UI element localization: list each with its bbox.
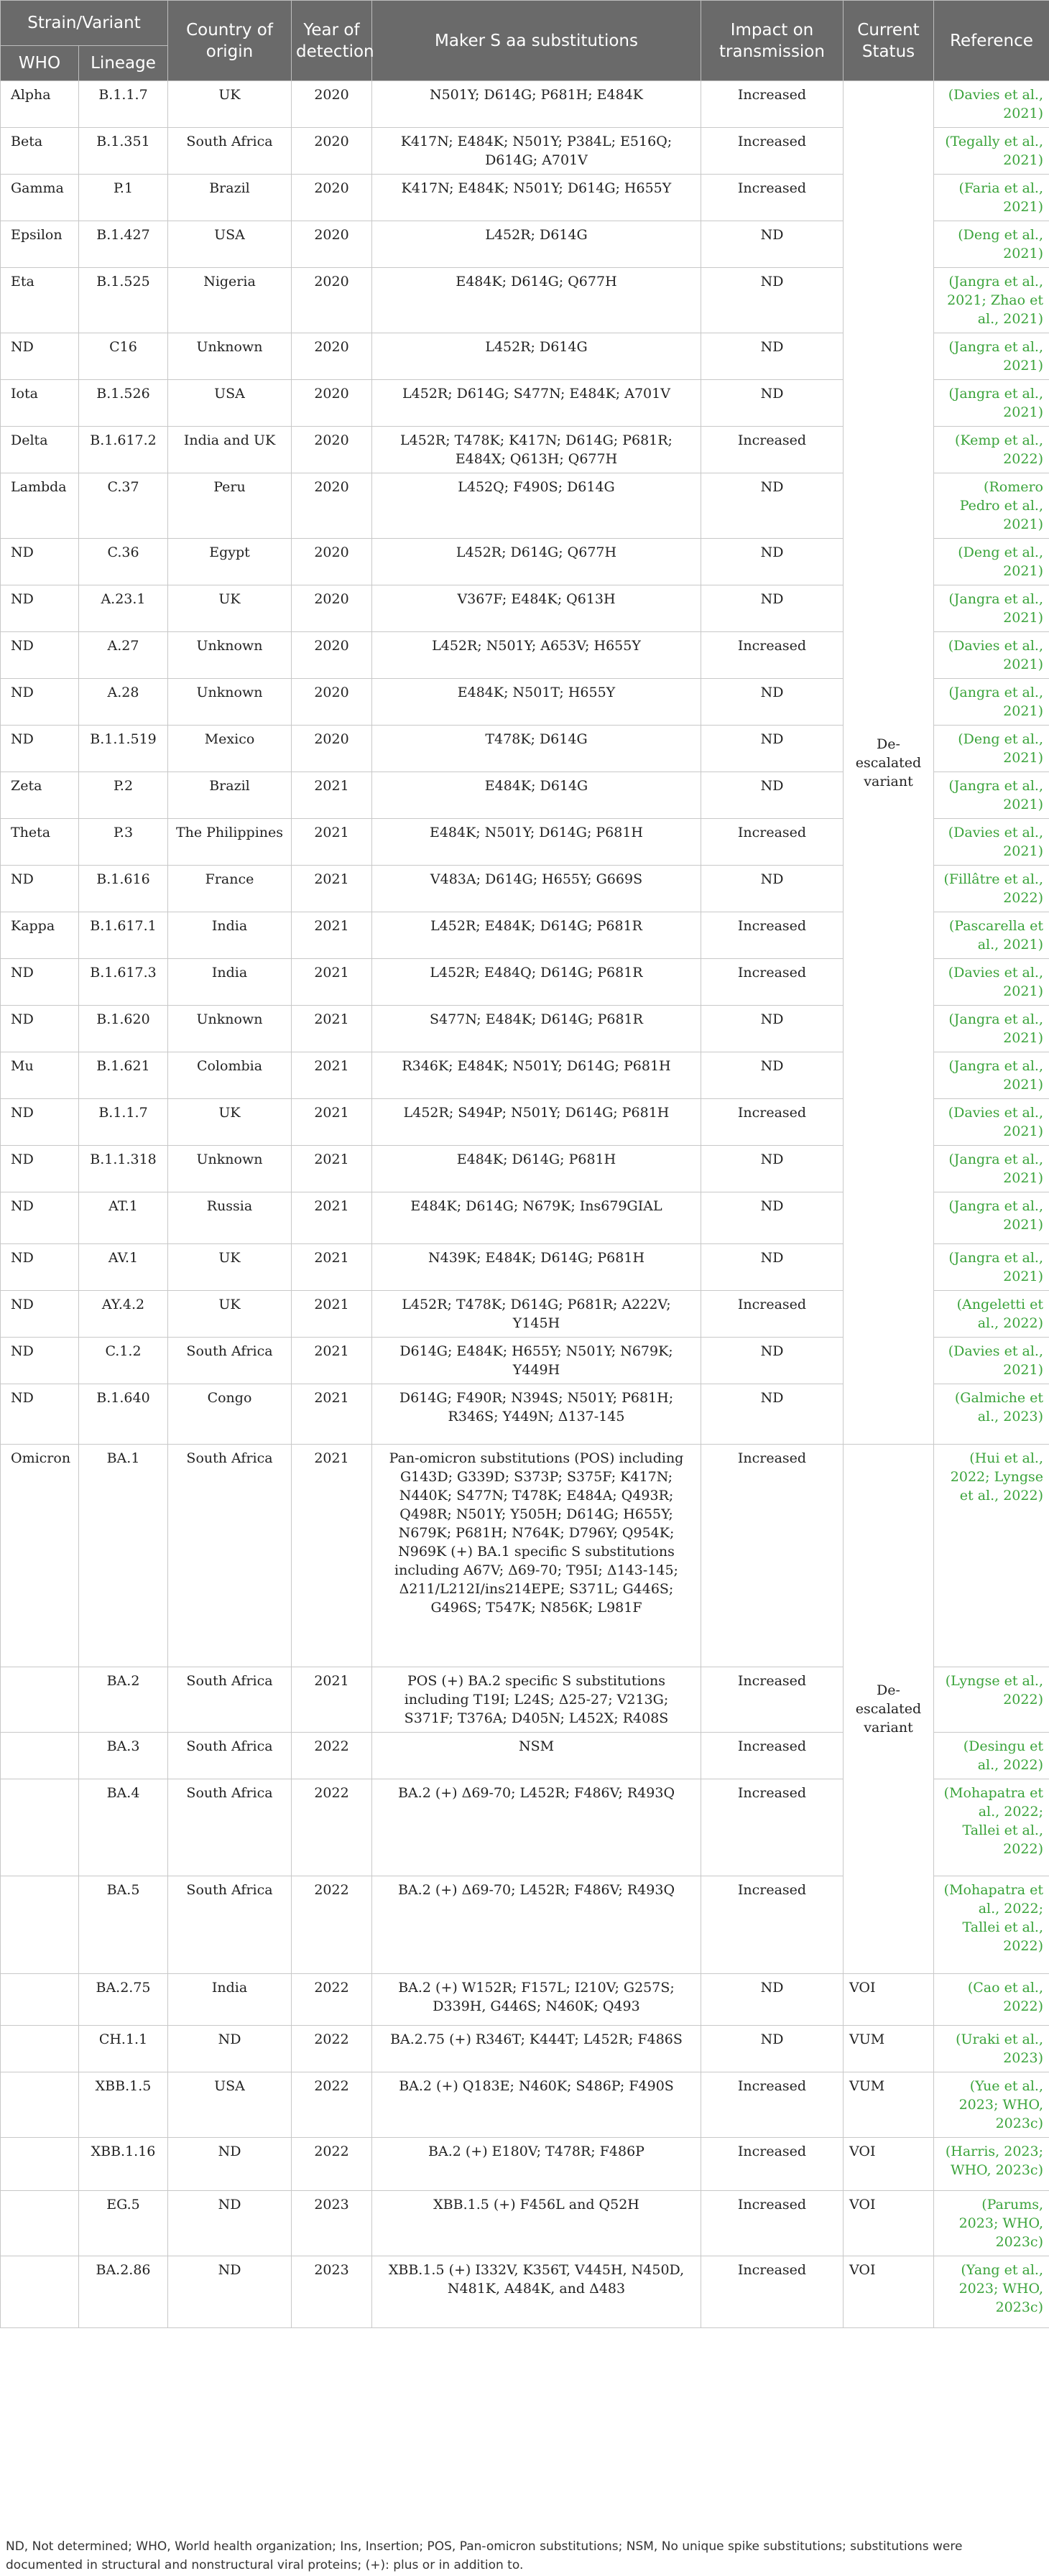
table-cell-who: ND xyxy=(1,632,79,679)
table-cell-country: Peru xyxy=(168,473,292,539)
table-cell-substitutions: L452R; N501Y; A653V; H655Y xyxy=(372,632,701,679)
table-cell-lineage: P.1 xyxy=(79,175,168,221)
table-cell-country: UK xyxy=(168,81,292,128)
table-cell-substitutions: N439K; E484K; D614G; P681H xyxy=(372,1244,701,1291)
table-cell-impact: Increased xyxy=(701,427,844,473)
table-cell-substitutions: L452R; D614G xyxy=(372,221,701,268)
reference-link[interactable]: (Jangra et al., 2021) xyxy=(934,1146,1049,1192)
table-cell-who: ND xyxy=(1,959,79,1006)
table-cell-impact: Increased xyxy=(701,1876,844,1974)
table-cell-country: South Africa xyxy=(168,1779,292,1876)
table-cell-lineage: XBB.1.16 xyxy=(79,2138,168,2191)
table-cell-impact: ND xyxy=(701,380,844,427)
reference-link[interactable]: (Fillâtre et al., 2022) xyxy=(934,866,1049,912)
table-cell-impact: ND xyxy=(701,539,844,585)
table-cell-who xyxy=(1,2138,79,2191)
table-cell-impact: ND xyxy=(701,866,844,912)
table-cell-year: 2021 xyxy=(292,1445,372,1667)
table-cell-substitutions: D614G; F490R; N394S; N501Y; P681H; R346S; Y449N; Δ137-145 xyxy=(372,1384,701,1445)
table-cell-who: ND xyxy=(1,1146,79,1192)
table-cell-substitutions: NSM xyxy=(372,1733,701,1779)
table-row xyxy=(1,81,1049,128)
table-cell-lineage: B.1.351 xyxy=(79,128,168,175)
table-cell-status: VOI xyxy=(844,2191,934,2256)
table-cell-substitutions: BA.2 (+) Δ69-70; L452R; F486V; R493Q xyxy=(372,1779,701,1876)
table-cell-who xyxy=(1,1779,79,1876)
table-cell-lineage: BA.3 xyxy=(79,1733,168,1779)
table-cell-country: India and UK xyxy=(168,427,292,473)
reference-link[interactable]: (Jangra et al., 2021) xyxy=(934,1192,1049,1244)
table-cell-who xyxy=(1,1974,79,2026)
table-cell-lineage: B.1.526 xyxy=(79,380,168,427)
reference-link[interactable]: (Davies et al., 2021) xyxy=(934,632,1049,679)
table-cell-year: 2022 xyxy=(292,1876,372,1974)
table-cell-impact: Increased xyxy=(701,1099,844,1146)
table-cell-impact: ND xyxy=(701,1192,844,1244)
table-cell-year: 2020 xyxy=(292,128,372,175)
header-lineage: Lineage xyxy=(79,46,168,81)
table-cell-year: 2021 xyxy=(292,1384,372,1445)
table-cell-status: VOI xyxy=(844,1974,934,2026)
table-row xyxy=(1,1445,1049,1667)
table-cell-impact: Increased xyxy=(701,1445,844,1667)
table-cell-impact: Increased xyxy=(701,2072,844,2138)
table-cell-country: Egypt xyxy=(168,539,292,585)
table-cell-year: 2022 xyxy=(292,2026,372,2072)
table-cell-substitutions: N501Y; D614G; P681H; E484K xyxy=(372,81,701,128)
table-cell-year: 2020 xyxy=(292,539,372,585)
table-cell-year: 2020 xyxy=(292,175,372,221)
table-cell-country: ND xyxy=(168,2256,292,2328)
table-footnote: ND, Not determined; WHO, World health organization; Ins, Insertion; POS, Pan-omicron substitutions; NSM, No unique spike substitutions; substitutions were documented in structural and nonstructural viral proteins; (+): plus or in addition to. xyxy=(6,2539,963,2572)
table-cell-country: Congo xyxy=(168,1384,292,1445)
reference-link[interactable]: (Davies et al., 2021) xyxy=(934,81,1049,128)
reference-link[interactable]: (Jangra et al., 2021) xyxy=(934,1244,1049,1291)
table-cell-who xyxy=(1,1733,79,1779)
table-cell-impact: Increased xyxy=(701,632,844,679)
table-cell-who: ND xyxy=(1,1192,79,1244)
table-cell-lineage: B.1.621 xyxy=(79,1052,168,1099)
header-status: Current Status xyxy=(844,1,934,81)
table-cell-lineage: BA.2 xyxy=(79,1667,168,1733)
table-cell-substitutions: D614G; E484K; H655Y; N501Y; N679K; Y449H xyxy=(372,1338,701,1384)
table-cell-substitutions: XBB.1.5 (+) F456L and Q52H xyxy=(372,2191,701,2256)
table-cell-lineage: C.37 xyxy=(79,473,168,539)
table-cell-substitutions: BA.2.75 (+) R346T; K444T; L452R; F486S xyxy=(372,2026,701,2072)
table-cell-lineage: AY.4.2 xyxy=(79,1291,168,1338)
table-cell-substitutions: Pan-omicron substitutions (POS) including G143D; G339D; S373P; S375F; K417N; N440K; S477N; T478K; E484A; Q493R; Q498R; N501Y; Y505H; D614G; H655Y; N679K; P681H; N764K; D796Y; Q954K; N969K (+) BA.1 specific S substitutions including A67V; Δ69-70; T95I; Δ143-145; Δ211/L212I/ins214EPE; S371L; G446S; G496S; T547K; N856K; L981F xyxy=(372,1445,701,1667)
table-cell-impact: ND xyxy=(701,1006,844,1052)
reference-link[interactable]: (Jangra et al., 2021; Zhao et al., 2021) xyxy=(934,268,1049,333)
table-cell-who: Kappa xyxy=(1,912,79,959)
table-cell-country: UK xyxy=(168,1244,292,1291)
table-cell-lineage: C.1.2 xyxy=(79,1338,168,1384)
table-cell-year: 2022 xyxy=(292,1779,372,1876)
table-cell-impact: ND xyxy=(701,726,844,772)
table-cell-who: Eta xyxy=(1,268,79,333)
table-cell-lineage: B.1.616 xyxy=(79,866,168,912)
reference-link[interactable]: (Angeletti et al., 2022) xyxy=(934,1291,1049,1338)
reference-link[interactable]: (Deng et al., 2021) xyxy=(934,221,1049,268)
reference-link[interactable]: (Jangra et al., 2021) xyxy=(934,772,1049,819)
table-cell-who: ND xyxy=(1,1291,79,1338)
table-cell-impact: Increased xyxy=(701,1291,844,1338)
table-cell-lineage: B.1.617.2 xyxy=(79,427,168,473)
table-cell-country: South Africa xyxy=(168,128,292,175)
table-cell-lineage: B.1.1.7 xyxy=(79,81,168,128)
table-cell-year: 2021 xyxy=(292,1338,372,1384)
table-cell-year: 2020 xyxy=(292,585,372,632)
reference-link[interactable]: (Harris, 2023; WHO, 2023c) xyxy=(934,2138,1049,2191)
table-cell-lineage: BA.2.75 xyxy=(79,1974,168,2026)
table-cell-substitutions: L452R; T478K; D614G; P681R; A222V; Y145H xyxy=(372,1291,701,1338)
table-cell-impact: Increased xyxy=(701,175,844,221)
reference-link[interactable]: (Jangra et al., 2021) xyxy=(934,1006,1049,1052)
table-cell-year: 2020 xyxy=(292,81,372,128)
table-cell-country: The Philippines xyxy=(168,819,292,866)
table-cell-substitutions: S477N; E484K; D614G; P681R xyxy=(372,1006,701,1052)
table-cell-lineage: B.1.1.519 xyxy=(79,726,168,772)
reference-link[interactable]: (Deng et al., 2021) xyxy=(934,726,1049,772)
table-row xyxy=(1,2138,1049,2191)
table-cell-status: VOI xyxy=(844,2256,934,2328)
table-cell-impact: Increased xyxy=(701,1779,844,1876)
reference-link[interactable]: (Lyngse et al., 2022) xyxy=(934,1667,1049,1733)
table-cell-year: 2020 xyxy=(292,221,372,268)
reference-link[interactable]: (Kemp et al., 2022) xyxy=(934,427,1049,473)
table-row xyxy=(1,1974,1049,2026)
table-row xyxy=(1,2072,1049,2138)
reference-link[interactable]: (Pascarella et al., 2021) xyxy=(934,912,1049,959)
table-cell-country: South Africa xyxy=(168,1876,292,1974)
table-cell-lineage: BA.1 xyxy=(79,1445,168,1667)
table-cell-lineage: AV.1 xyxy=(79,1244,168,1291)
reference-link[interactable]: (Jangra et al., 2021) xyxy=(934,679,1049,726)
table-cell-country: USA xyxy=(168,380,292,427)
header-impact: Impact on transmission xyxy=(701,1,844,81)
table-cell-year: 2020 xyxy=(292,632,372,679)
header-country: Country of origin xyxy=(168,1,292,81)
table-cell-substitutions: L452R; E484K; D614G; P681R xyxy=(372,912,701,959)
table-cell-substitutions: L452Q; F490S; D614G xyxy=(372,473,701,539)
table-cell-who: ND xyxy=(1,1244,79,1291)
table-cell-country: UK xyxy=(168,585,292,632)
table-cell-who xyxy=(1,2191,79,2256)
table-cell-year: 2020 xyxy=(292,333,372,380)
table-cell-impact: ND xyxy=(701,1384,844,1445)
table-cell-country: Unknown xyxy=(168,1006,292,1052)
table-cell-impact: ND xyxy=(701,772,844,819)
table-cell-who: Beta xyxy=(1,128,79,175)
table-cell-substitutions: E484K; N501Y; D614G; P681H xyxy=(372,819,701,866)
header-who: WHO xyxy=(1,46,79,81)
table-cell-lineage: CH.1.1 xyxy=(79,2026,168,2072)
table-cell-substitutions: L452R; D614G; Q677H xyxy=(372,539,701,585)
reference-link[interactable]: (Jangra et al., 2021) xyxy=(934,380,1049,427)
table-cell-year: 2021 xyxy=(292,1006,372,1052)
table-cell-country: France xyxy=(168,866,292,912)
table-cell-lineage: BA.4 xyxy=(79,1779,168,1876)
table-cell-lineage: B.1.640 xyxy=(79,1384,168,1445)
table-cell-impact: Increased xyxy=(701,1733,844,1779)
table-cell-year: 2022 xyxy=(292,2072,372,2138)
table-cell-who xyxy=(1,1876,79,1974)
table-cell-substitutions: K417N; E484K; N501Y; P384L; E516Q; D614G; A701V xyxy=(372,128,701,175)
table-cell-year: 2023 xyxy=(292,2191,372,2256)
table-cell-who xyxy=(1,2026,79,2072)
table-row xyxy=(1,2256,1049,2328)
table-cell-impact: Increased xyxy=(701,2138,844,2191)
table-cell-who: ND xyxy=(1,726,79,772)
reference-link[interactable]: (Mohapatra et al., 2022; Tallei et al., 2022) xyxy=(934,1779,1049,1876)
table-cell-country: India xyxy=(168,959,292,1006)
table-cell-year: 2021 xyxy=(292,1291,372,1338)
table-cell-substitutions: L452R; D614G xyxy=(372,333,701,380)
reference-link[interactable]: (Jangra et al., 2021) xyxy=(934,1052,1049,1099)
table-cell-lineage: EG.5 xyxy=(79,2191,168,2256)
reference-link[interactable]: (Parums, 2023; WHO, 2023c) xyxy=(934,2191,1049,2256)
table-cell-substitutions: BA.2 (+) Δ69-70; L452R; F486V; R493Q xyxy=(372,1876,701,1974)
table-cell-year: 2020 xyxy=(292,427,372,473)
table-cell-lineage: P.2 xyxy=(79,772,168,819)
table-cell-who: Delta xyxy=(1,427,79,473)
table-cell-country: Unknown xyxy=(168,632,292,679)
table-cell-substitutions: POS (+) BA.2 specific S substitutions including T19I; L24S; Δ25-27; V213G; S371F; T376A; D405N; L452X; R408S xyxy=(372,1667,701,1733)
table-cell-substitutions: R346K; E484K; N501Y; D614G; P681H xyxy=(372,1052,701,1099)
reference-link[interactable]: (Faria et al., 2021) xyxy=(934,175,1049,221)
table-cell-who: Alpha xyxy=(1,81,79,128)
table-cell-year: 2021 xyxy=(292,1244,372,1291)
table-cell-year: 2020 xyxy=(292,380,372,427)
table-cell-status: VOI xyxy=(844,2138,934,2191)
table-cell-substitutions: E484K; D614G xyxy=(372,772,701,819)
reference-link[interactable]: (Yue et al., 2023; WHO, 2023c) xyxy=(934,2072,1049,2138)
table-cell-year: 2021 xyxy=(292,1192,372,1244)
header-substitutions: Maker S aa substitutions xyxy=(372,1,701,81)
table-cell-impact: ND xyxy=(701,473,844,539)
table-cell-who: Lambda xyxy=(1,473,79,539)
table-cell-who: Epsilon xyxy=(1,221,79,268)
table-cell-lineage: A.23.1 xyxy=(79,585,168,632)
table-cell-lineage: B.1.525 xyxy=(79,268,168,333)
header-year: Year of detection xyxy=(292,1,372,81)
reference-link[interactable]: (Davies et al., 2021) xyxy=(934,819,1049,866)
reference-link[interactable]: (Cao et al., 2022) xyxy=(934,1974,1049,2026)
table-cell-lineage: B.1.620 xyxy=(79,1006,168,1052)
table-cell-year: 2021 xyxy=(292,959,372,1006)
table-cell-who: ND xyxy=(1,539,79,585)
table-cell-substitutions: K417N; E484K; N501Y; D614G; H655Y xyxy=(372,175,701,221)
reference-link[interactable]: (Davies et al., 2021) xyxy=(934,1099,1049,1146)
table-cell-year: 2021 xyxy=(292,772,372,819)
table-cell-impact: Increased xyxy=(701,128,844,175)
table-cell-lineage: C.36 xyxy=(79,539,168,585)
table-cell-substitutions: E484K; N501T; H655Y xyxy=(372,679,701,726)
reference-link[interactable]: (Jangra et al., 2021) xyxy=(934,585,1049,632)
table-cell-who: ND xyxy=(1,866,79,912)
table-cell-who: ND xyxy=(1,1338,79,1384)
status-group-cell: De-escalated variant xyxy=(844,81,934,1445)
table-cell-year: 2021 xyxy=(292,819,372,866)
reference-link[interactable]: (Tegally et al., 2021) xyxy=(934,128,1049,175)
table-cell-substitutions: E484K; D614G; P681H xyxy=(372,1146,701,1192)
table-cell-impact: ND xyxy=(701,1338,844,1384)
table-cell-substitutions: V483A; D614G; H655Y; G669S xyxy=(372,866,701,912)
table-cell-substitutions: L452R; S494P; N501Y; D614G; P681H xyxy=(372,1099,701,1146)
table-cell-impact: ND xyxy=(701,585,844,632)
table-cell-lineage: C16 xyxy=(79,333,168,380)
reference-link[interactable]: (Jangra et al., 2021) xyxy=(934,333,1049,380)
table-cell-impact: Increased xyxy=(701,959,844,1006)
table-cell-country: Brazil xyxy=(168,772,292,819)
table-cell-lineage: XBB.1.5 xyxy=(79,2072,168,2138)
table-cell-country: Unknown xyxy=(168,679,292,726)
table-cell-lineage: AT.1 xyxy=(79,1192,168,1244)
header-strain-variant: Strain/Variant xyxy=(1,1,168,46)
table-cell-lineage: B.1.427 xyxy=(79,221,168,268)
table-cell-country: India xyxy=(168,1974,292,2026)
table-cell-country: South Africa xyxy=(168,1667,292,1733)
table-cell-who: Mu xyxy=(1,1052,79,1099)
table-cell-year: 2021 xyxy=(292,866,372,912)
reference-link[interactable]: (Davies et al., 2021) xyxy=(934,1338,1049,1384)
table-cell-lineage: P.3 xyxy=(79,819,168,866)
table-cell-impact: Increased xyxy=(701,2191,844,2256)
table-cell-impact: ND xyxy=(701,2026,844,2072)
table-cell-year: 2023 xyxy=(292,2256,372,2328)
table-cell-country: India xyxy=(168,912,292,959)
table-cell-substitutions: BA.2 (+) E180V; T478R; F486P xyxy=(372,2138,701,2191)
table-cell-year: 2022 xyxy=(292,2138,372,2191)
table-cell-who xyxy=(1,1667,79,1733)
status-group-cell: De-escalated variant xyxy=(844,1445,934,1974)
table-cell-country: Unknown xyxy=(168,333,292,380)
table-cell-lineage: B.1.617.3 xyxy=(79,959,168,1006)
table-cell-country: Nigeria xyxy=(168,268,292,333)
table-cell-year: 2020 xyxy=(292,473,372,539)
table-cell-substitutions: BA.2 (+) Q183E; N460K; S486P; F490S xyxy=(372,2072,701,2138)
table-cell-who: Theta xyxy=(1,819,79,866)
table-cell-impact: ND xyxy=(701,221,844,268)
table-cell-country: Colombia xyxy=(168,1052,292,1099)
table-cell-impact: Increased xyxy=(701,819,844,866)
table-cell-country: Mexico xyxy=(168,726,292,772)
table-cell-lineage: B.1.1.7 xyxy=(79,1099,168,1146)
table-cell-year: 2020 xyxy=(292,268,372,333)
table-cell-year: 2021 xyxy=(292,912,372,959)
table-cell-country: South Africa xyxy=(168,1733,292,1779)
table-row xyxy=(1,2191,1049,2256)
table-cell-who: Omicron xyxy=(1,1445,79,1667)
table-cell-who: ND xyxy=(1,585,79,632)
table-cell-impact: ND xyxy=(701,679,844,726)
table-cell-impact: Increased xyxy=(701,912,844,959)
table-cell-country: UK xyxy=(168,1291,292,1338)
table-cell-lineage: A.27 xyxy=(79,632,168,679)
table-cell-country: USA xyxy=(168,221,292,268)
table-cell-country: ND xyxy=(168,2191,292,2256)
table-cell-year: 2021 xyxy=(292,1099,372,1146)
table-cell-country: UK xyxy=(168,1099,292,1146)
reference-link[interactable]: (Deng et al., 2021) xyxy=(934,539,1049,585)
reference-link[interactable]: (Romero Pedro et al., 2021) xyxy=(934,473,1049,539)
table-cell-impact: ND xyxy=(701,1974,844,2026)
table-cell-country: South Africa xyxy=(168,1445,292,1667)
table-cell-who: ND xyxy=(1,679,79,726)
table-cell-substitutions: L452R; T478K; K417N; D614G; P681R; E484X; Q613H; Q677H xyxy=(372,427,701,473)
table-cell-status: VUM xyxy=(844,2072,934,2138)
table-cell-substitutions: E484K; D614G; Q677H xyxy=(372,268,701,333)
table-cell-year: 2021 xyxy=(292,1667,372,1733)
table-cell-substitutions: E484K; D614G; N679K; Ins679GIAL xyxy=(372,1192,701,1244)
table-cell-impact: Increased xyxy=(701,1667,844,1733)
table-cell-who: ND xyxy=(1,333,79,380)
table-cell-impact: Increased xyxy=(701,2256,844,2328)
reference-link[interactable]: (Uraki et al., 2023) xyxy=(934,2026,1049,2072)
table-cell-year: 2020 xyxy=(292,726,372,772)
table-cell-lineage: BA.5 xyxy=(79,1876,168,1974)
table-cell-who xyxy=(1,2072,79,2138)
table-row xyxy=(1,2026,1049,2072)
reference-link[interactable]: (Yang et al., 2023; WHO, 2023c) xyxy=(934,2256,1049,2328)
table-cell-year: 2022 xyxy=(292,1733,372,1779)
table-cell-lineage: BA.2.86 xyxy=(79,2256,168,2328)
table-cell-country: ND xyxy=(168,2138,292,2191)
table-cell-who: ND xyxy=(1,1006,79,1052)
table-cell-impact: ND xyxy=(701,1052,844,1099)
table-cell-status: VUM xyxy=(844,2026,934,2072)
reference-link[interactable]: (Desingu et al., 2022) xyxy=(934,1733,1049,1779)
header-reference: Reference xyxy=(934,1,1049,81)
table-cell-year: 2021 xyxy=(292,1146,372,1192)
table-cell-lineage: B.1.617.1 xyxy=(79,912,168,959)
table-cell-country: South Africa xyxy=(168,1338,292,1384)
table-cell-who: Zeta xyxy=(1,772,79,819)
table-cell-year: 2021 xyxy=(292,1052,372,1099)
table-cell-impact: ND xyxy=(701,1244,844,1291)
table-cell-country: ND xyxy=(168,2026,292,2072)
reference-link[interactable]: (Davies et al., 2021) xyxy=(934,959,1049,1006)
reference-link[interactable]: (Mohapatra et al., 2022; Tallei et al., 2022) xyxy=(934,1876,1049,1974)
table-cell-substitutions: T478K; D614G xyxy=(372,726,701,772)
table-cell-year: 2022 xyxy=(292,1974,372,2026)
table-cell-substitutions: V367F; E484K; Q613H xyxy=(372,585,701,632)
table-cell-country: Unknown xyxy=(168,1146,292,1192)
table-cell-impact: ND xyxy=(701,1146,844,1192)
table-cell-substitutions: BA.2 (+) W152R; F157L; I210V; G257S; D339H, G446S; N460K; Q493 xyxy=(372,1974,701,2026)
table-cell-substitutions: XBB.1.5 (+) I332V, K356T, V445H, N450D, N481K, A484K, and Δ483 xyxy=(372,2256,701,2328)
table-cell-who: ND xyxy=(1,1384,79,1445)
table-cell-lineage: B.1.1.318 xyxy=(79,1146,168,1192)
table-cell-country: Russia xyxy=(168,1192,292,1244)
reference-link[interactable]: (Hui et al., 2022; Lyngse et al., 2022) xyxy=(934,1445,1049,1667)
table-cell-lineage: A.28 xyxy=(79,679,168,726)
table-cell-who xyxy=(1,2256,79,2328)
table-cell-year: 2020 xyxy=(292,679,372,726)
table-cell-substitutions: L452R; D614G; S477N; E484K; A701V xyxy=(372,380,701,427)
table-cell-who: Iota xyxy=(1,380,79,427)
table-cell-impact: ND xyxy=(701,268,844,333)
table-cell-impact: Increased xyxy=(701,81,844,128)
table-cell-substitutions: L452R; E484Q; D614G; P681R xyxy=(372,959,701,1006)
table-cell-who: Gamma xyxy=(1,175,79,221)
table-cell-country: Brazil xyxy=(168,175,292,221)
table-cell-country: USA xyxy=(168,2072,292,2138)
table-cell-impact: ND xyxy=(701,333,844,380)
reference-link[interactable]: (Galmiche et al., 2023) xyxy=(934,1384,1049,1445)
table-cell-who: ND xyxy=(1,1099,79,1146)
